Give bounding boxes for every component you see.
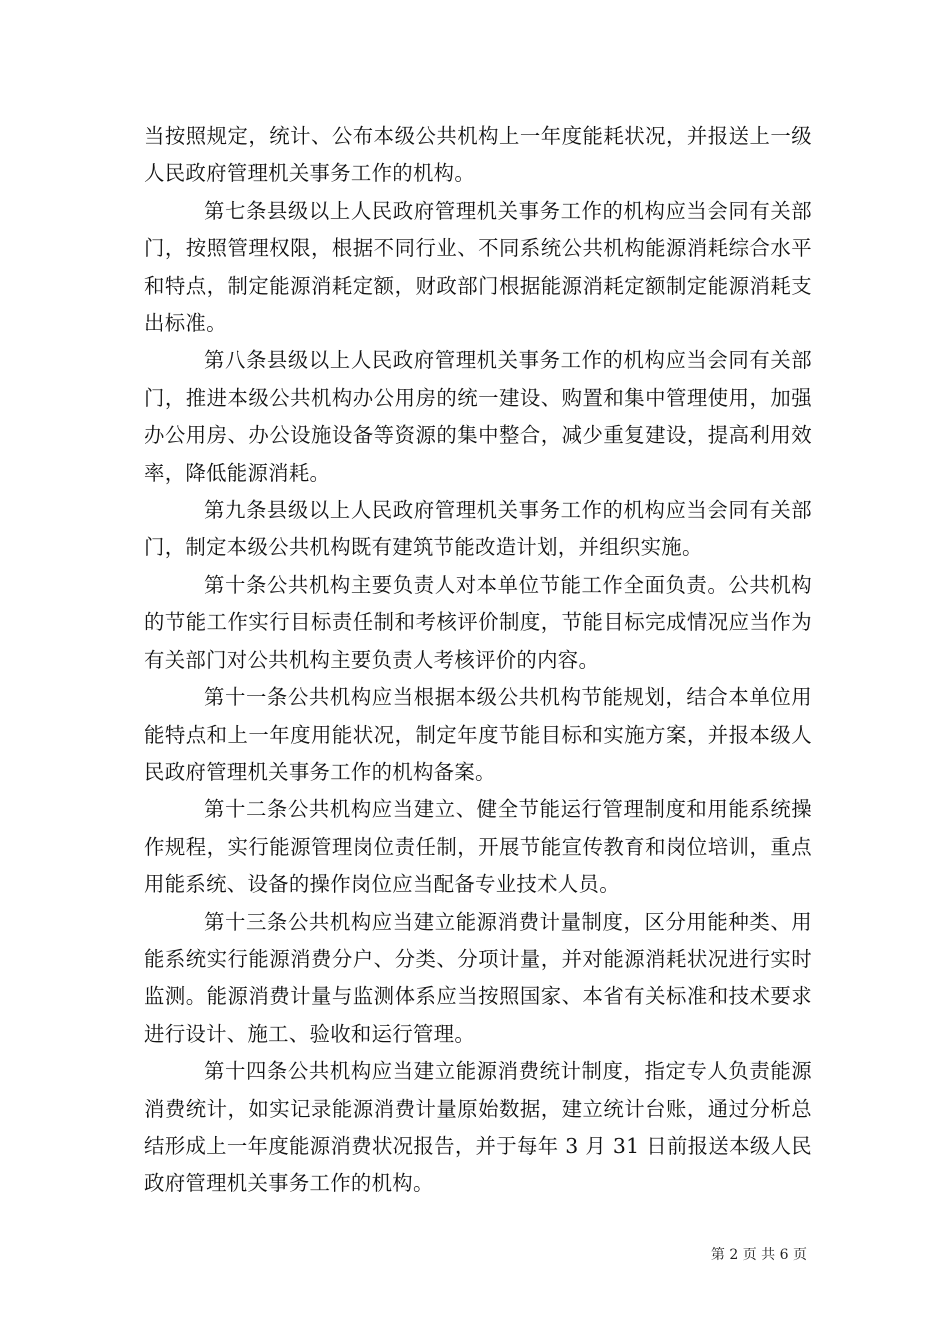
paragraph-article-13: 第十三条公共机构应当建立能源消费计量制度，区分用能种类、用能系统实行能源消费分户、分类、分项计量，并对能源消耗状况进行实时监测。能源消费计量与监测体系应当按照国家、本省有关标准和技术要求进行设计、施工、验收和运行管理。 (144, 909, 812, 1046)
paragraph-article-9: 第九条县级以上人民政府管理机关事务工作的机构应当会同有关部门，制定本级公共机构既有建筑节能改造计划，并组织实施。 (144, 498, 812, 560)
paragraph-article-14: 第十四条公共机构应当建立能源消费统计制度，指定专人负责能源消费统计，如实记录能源消费计量原始数据，建立统计台账，通过分析总结形成上一年度能源消费状况报告，并于每年 3 月 31 日前报送本级人民政府管理机关事务工作的机构。 (144, 1059, 812, 1196)
page-number-footer: 第 2 页 共 6 页 (710, 1247, 807, 1263)
paragraph-continuation: 当按照规定，统计、公布本级公共机构上一年度能耗状况，并报送上一级人民政府管理机关事务工作的机构。 (144, 124, 812, 186)
paragraph-article-10: 第十条公共机构主要负责人对本单位节能工作全面负责。公共机构的节能工作实行目标责任制和考核评价制度，节能目标完成情况应当作为有关部门对公共机构主要负责人考核评价的内容。 (144, 572, 812, 672)
paragraph-article-12: 第十二条公共机构应当建立、健全节能运行管理制度和用能系统操作规程，实行能源管理岗位责任制，开展节能宣传教育和岗位培训，重点用能系统、设备的操作岗位应当配备专业技术人员。 (144, 797, 812, 897)
document-body (144, 118, 812, 1203)
paragraph-article-8: 第八条县级以上人民政府管理机关事务工作的机构应当会同有关部门，推进本级公共机构办公用房的统一建设、购置和集中管理使用，加强办公用房、办公设施设备等资源的集中整合，减少重复建设，提高利用效率，降低能源消耗。 (144, 348, 812, 485)
paragraph-article-11: 第十一条公共机构应当根据本级公共机构节能规划，结合本单位用能特点和上一年度用能状况，制定年度节能目标和实施方案，并报本级人民政府管理机关事务工作的机构备案。 (144, 685, 812, 784)
paragraph-article-7: 第七条县级以上人民政府管理机关事务工作的机构应当会同有关部门，按照管理权限，根据不同行业、不同系统公共机构能源消耗综合水平和特点，制定能源消耗定额，财政部门根据能源消耗定额制定能源消耗支出标准。 (144, 198, 812, 336)
